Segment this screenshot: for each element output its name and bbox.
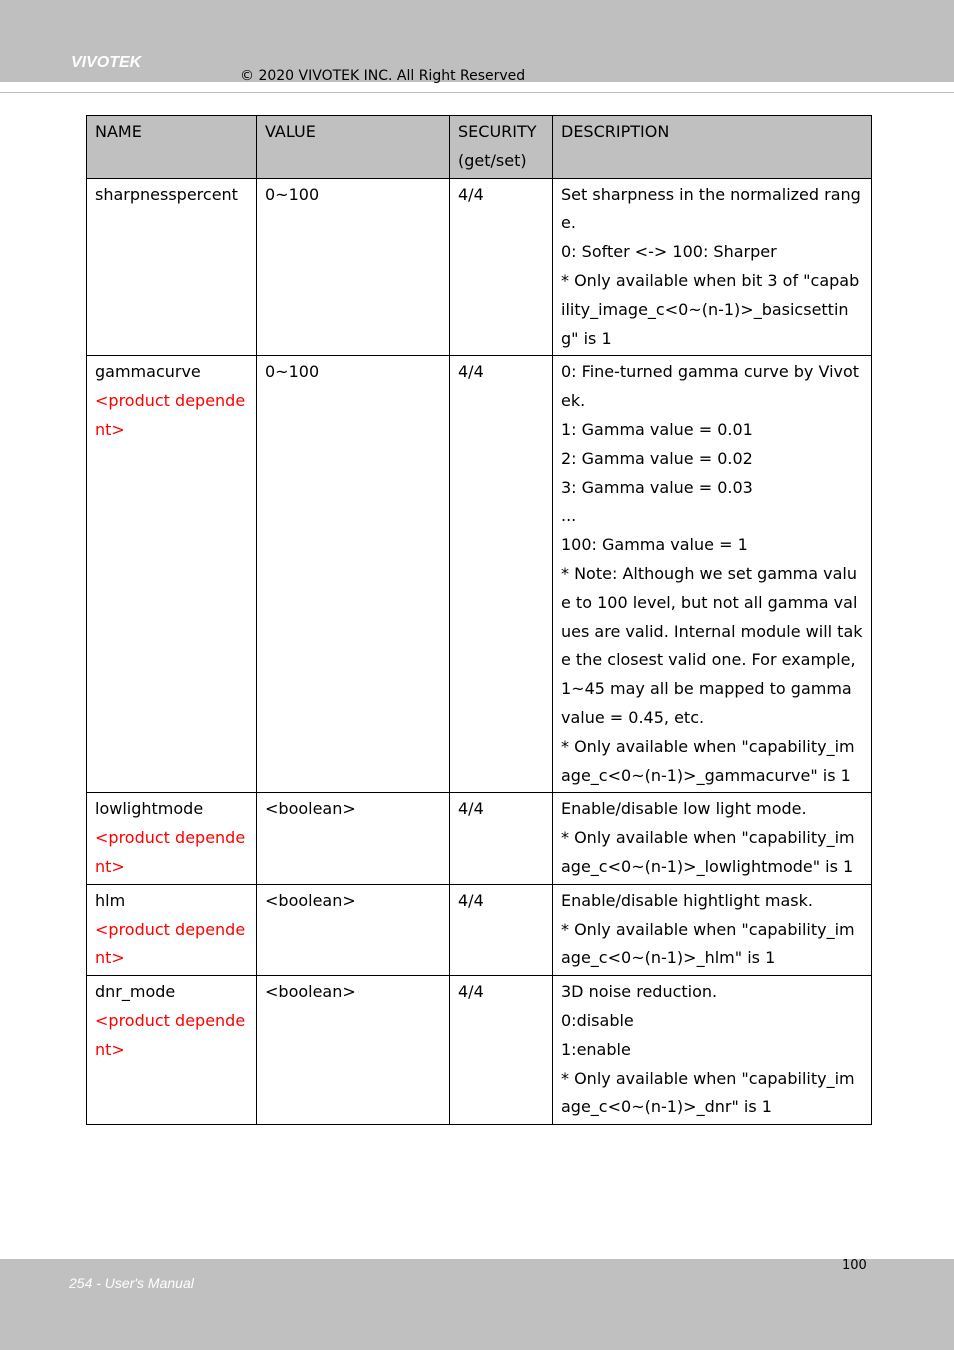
param-name: sharpnesspercent (95, 184, 238, 204)
param-value: 0~100 (257, 356, 450, 793)
param-name: gammacurve (95, 362, 201, 382)
param-description (553, 356, 872, 793)
column-header-name: NAME (87, 116, 257, 179)
param-description (553, 178, 872, 356)
description-line: 3: Gamma value = 0.03 (561, 477, 753, 497)
manual-page-label: 254 - User's Manual (69, 1275, 194, 1291)
description-line: ... (561, 506, 577, 526)
description-line: 1:enable (561, 1039, 631, 1059)
param-security: 4/4 (450, 793, 553, 884)
param-name: hlm (95, 890, 126, 910)
description-line: 3D noise reduction. (561, 982, 718, 1002)
column-header-description: DESCRIPTION (553, 116, 872, 179)
product-dependent-note: <product dependent> (95, 1010, 246, 1059)
description-line: * Note: Although we set gamma value to 100 level, but not all gamma values are valid. Internal module will take the closest valid one. For example, 1~45 may all be mapped to gamma value = 0.45, etc. (561, 563, 863, 727)
table-row (87, 884, 872, 975)
table-header-row (87, 116, 872, 179)
description-line: * Only available when "capability_image_c<0~(n-1)>_gammacurve" is 1 (561, 736, 855, 785)
brand-logo-text: VIVOTEK (71, 54, 142, 71)
param-security: 4/4 (450, 976, 553, 1125)
param-name-cell (87, 884, 257, 975)
description-line: 1: Gamma value = 0.01 (561, 419, 753, 439)
param-description (553, 976, 872, 1125)
description-line: Enable/disable low light mode. (561, 799, 807, 819)
description-line: 100: Gamma value = 1 (561, 535, 748, 555)
param-name: lowlightmode (95, 799, 204, 819)
param-name-cell (87, 356, 257, 793)
description-line: * Only available when bit 3 of "capability_image_c<0~(n-1)>_basicsetting" is 1 (561, 270, 860, 348)
param-name: dnr_mode (95, 982, 176, 1002)
param-description (553, 793, 872, 884)
description-line: 0: Softer <-> 100: Sharper (561, 242, 777, 262)
header-divider (0, 92, 954, 93)
description-line: Set sharpness in the normalized range. (561, 184, 861, 233)
param-name-cell (87, 178, 257, 356)
table-row (87, 793, 872, 884)
parameter-table (86, 115, 872, 1125)
param-value: 0~100 (257, 178, 450, 356)
param-description (553, 884, 872, 975)
table-row (87, 976, 872, 1125)
footer-band (0, 1259, 954, 1350)
param-security: 4/4 (450, 884, 553, 975)
table-row (87, 178, 872, 356)
product-dependent-note: <product dependent> (95, 828, 246, 876)
description-line: 2: Gamma value = 0.02 (561, 448, 753, 468)
description-line: * Only available when "capability_image_c<0~(n-1)>_dnr" is 1 (561, 1068, 855, 1117)
description-line: Enable/disable hightlight mask. (561, 890, 813, 910)
param-name-cell (87, 793, 257, 884)
param-value: <boolean> (257, 976, 450, 1125)
description-line: 0:disable (561, 1010, 634, 1030)
page-number: 100 (842, 1258, 867, 1273)
column-header-value: VALUE (257, 116, 450, 179)
column-header-security: SECURITY (get/set) (450, 116, 553, 179)
product-dependent-note: <product dependent> (95, 919, 246, 968)
description-line: * Only available when "capability_image_c<0~(n-1)>_lowlightmode" is 1 (561, 828, 855, 876)
description-line: 0: Fine-turned gamma curve by Vivotek. (561, 362, 860, 411)
param-security: 4/4 (450, 356, 553, 793)
product-dependent-note: <product dependent> (95, 391, 246, 439)
param-name-cell (87, 976, 257, 1125)
param-value: <boolean> (257, 793, 450, 884)
description-line: * Only available when "capability_image_c<0~(n-1)>_hlm" is 1 (561, 919, 855, 968)
param-security: 4/4 (450, 178, 553, 356)
param-value: <boolean> (257, 884, 450, 975)
table-row (87, 356, 872, 793)
copyright-text: © 2020 VIVOTEK INC. All Right Reserved (240, 68, 526, 84)
table-body (87, 178, 872, 1125)
